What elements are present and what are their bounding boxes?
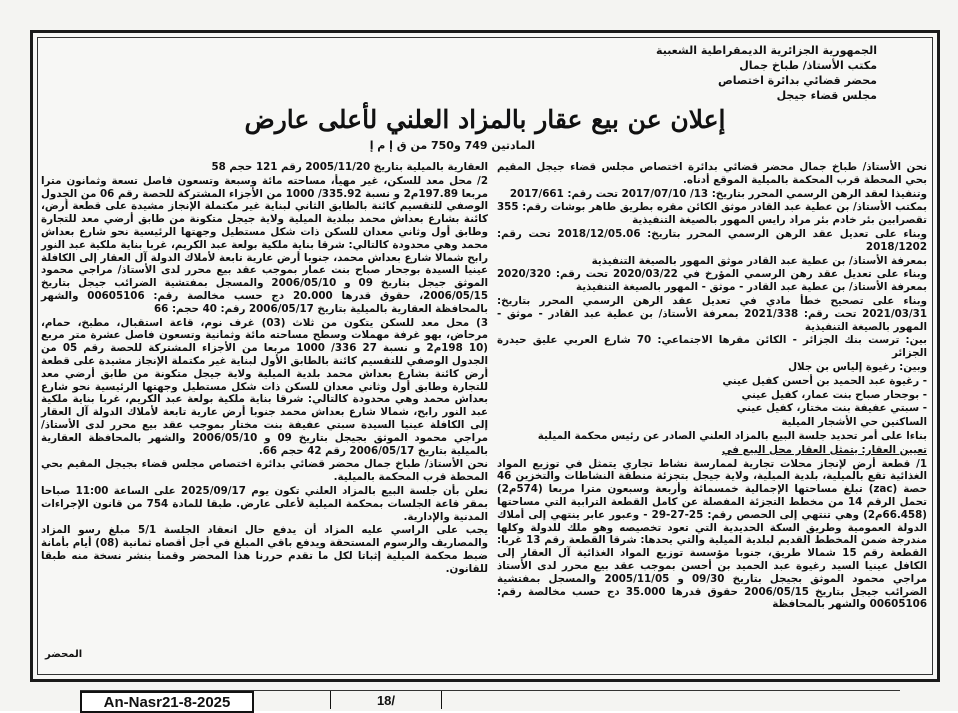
legal-articles: المادتين 749 و750 من ق إ م إ [369, 139, 535, 152]
paragraph: 2/ محل معد للسكن، غير مهيأ، مساحته مائة وسبعة وتسعون فاصل تسعة وثمانون مترا مربعا 197.89م2 و نسبة 335.92/ 1000 من الأجزاء المشتركة للحصة رقم 06 من الجدول الوصفي للتقسيم كائنة بالطابق الثاني لبناية غير مكتملة الإنجاز مشيدة على قطعة أرض، كائنة بشارع بعداش محمد ببلدية الميلية ولاية جيجل متكونة من طابق أرضي معد للتجارة وطابق أول وثاني معدان للسكن ذات شكل مستطيل وجهتها الرئيسية نحو شارع بعداش محمد وهي محدودة كالتالي: شرقا بناية ملكية بولعة عبد الكريم، غربا بناية ملكية عبد النور رابح شمالا شارع بعداش محمد، جنوبا أرض عارية تابعة لأملاك الدولة آل العقار إلى الكافلة عينيا السيدة بوجحار صباح بنت عمار بموجب عقد بيع محرر لدى الأستاذ/ مراجي محمود الموثق جيجل بتاريخ 09 و 2006/05/10 والمسجل بمفتشية الضرائب جيجل بتاريخ 2006/05/15، حقوق قدرها 20.000 دج حسب مخالصة رقم: 00605106 والشهر بالمحافظة العقارية بالميلية بتاريخ 2006/05/17 رقم: 40 حجم: 66 [41, 174, 489, 315]
page-number: 18/ [330, 691, 442, 709]
paragraph: بناءا على أمر تحديد جلسة البيع بالمزاد العلني الصادر عن رئيس محكمة الميلية [537, 429, 927, 442]
header-republic: الجمهورية الجزائرية الديمقراطية الشعبية [656, 44, 877, 57]
paragraph: نحن الأستاذ/ طباخ جمال محضر قضائي بدائرة اختصاص مجلس قضاء جيجل المقيم بحي المحطة قرب المحكمة بالميلية الموقع أدناه. [497, 161, 927, 186]
announcement-frame [30, 30, 940, 682]
paragraph: الساكنين حي الأشجار الميلية [781, 416, 927, 429]
paragraph: وبناء على تصحيح خطأ مادي في تعديل عقد الرهن الرسمي المحرر بتاريخ: 2021/03/31 تحت رقم: 2021/338 بمعرفة الأستاذ/ بن عطية عبد القادر - موثق - المهور بالصيغة التنفيذية [497, 294, 927, 333]
header-office: مكتب الأستاذ/ طباخ جمال [739, 59, 877, 72]
announcement-title: إعلان عن بيع عقار بالمزاد العلني لأعلى عارض [244, 105, 726, 134]
paragraph: بمكتب الأستاذ/ بن عطية عبد القادر موثق الكائن مقره بطريق طاهر بوشات رقم: 355 تقصرابين بئر خادم بئر مراد رايس المهور بالصيغة التنفيذية [497, 201, 927, 227]
paragraph: - رغيوة عبد الحميد بن أحسن كفيل عيني [722, 374, 927, 387]
paragraph: نحن الأستاذ/ طباخ جمال محضر قضائي بدائرة اختصاص مجلس قضاء بجيجل المقيم بحي المحطة قرب المحكمة بالميلية. [41, 458, 488, 484]
paragraph: بمعرفة الأستاذ/ بن عطية عبد القادر موثق المهور بالصيغة التنفيذية [591, 254, 927, 267]
publication-date: An-Nasr21-8-2025 [80, 691, 254, 713]
header-court: مجلس قضاء جيجل [776, 89, 877, 102]
paragraph: العقارية بالميلية بتاريخ 2005/11/20 رقم 121 حجم 58 [211, 161, 488, 173]
paragraph: بين: ترست بنك الجزائر - الكائن مقرها الاجتماعي: 70 شارع العربي عليق حيدرة الجزائر [497, 334, 927, 360]
signature: المحضر [45, 649, 83, 660]
paragraph: وتنفيذا لعقد الرهن الرسمي المحرر بتاريخ: 13/ 2017/07/10 تحت رقم: 2017/661 [509, 187, 927, 200]
paragraph: - سبتي عفيفة بنت مختار، كفيل عيني [736, 402, 927, 415]
right-column [497, 161, 927, 612]
left-column [41, 161, 488, 577]
paragraph: نعلن بأن جلسة البيع بالمزاد العلني تكون يوم 2025/09/17 على الساعة 11:00 صباحا بمقر قاعة الجلسات بمحكمة الميلية لأعلى عارض. طبقا للمادة 754 من قانون الإجراءات المدنية والإدارية. [41, 484, 488, 523]
paragraph: 1/ قطعة أرض لإنجاز محلات تجارية لممارسة نشاط تجاري يتمثل في توزيع المواد الغذائية تقع بالميلية، بلدية الميلية، ولاية جيجل بتجزئة منطقة النشاطات والتخزين 46 حصة (zac) تبلغ مساحتها الإجمالية خمسمائة وأربعة وسبعون مترا مربعا (574م2) تحمل الرقم 14 من مخطط التجزئة المفصلة عن كامل القطعة الترابية التي مساحتها (66.458م2) وهي تنتهي إلى الحصص رقم: 25-27-29 - وعبور عابر ينتهي إلى أملاك الدولة العمومية وطريق السكة الحديدية التي تعود تخصيصه وهو ملك للدولة وكلها مندرجة ضمن المخطط القديم لبلدية الميلية والتي يحدها: شرقا القطعة رقم 13 غربا: القطعة رقم 15 شمالا طريق، جنوبا مؤسسة توزيع المواد الغذائية آل العقار إلى الكافل عينيا السيد رغيوة عبد الحميد بن أحسن بموجب عقد بيع محرر لدى الأستاذ مراجي محمود الموثق بجيجل بتاريخ 09/30 و 2005/11/05 والمسجل بمفتشية الضرائب جيجل بتاريخ 2006/05/15 حقوق قدرها 35.000 دج حسب مخالصة رقم: 00605106 والشهر بالمحافظة [497, 457, 927, 611]
page-footer [80, 690, 900, 713]
paragraph: يجب على الراسي عليه المزاد أن يدفع حال انعقاد الجلسة 5/1 مبلغ رسو المزاد والمصاريف والرسوم المستحقة ويدفع باقي المبلغ في أجل أقصاه ثمانية (08) أيام بأمانة ضبط محكمة الميلية إثباتا لكل ما تقدم حررنا هذا المحضر وقمنا بنشر نسخة منه طبقا للقانون. [41, 524, 488, 575]
paragraph: تعيين العقار: يتمثل العقار محل البيع في [721, 443, 927, 456]
header-bailiff: محضر قضائي بدائرة اختصاص [717, 74, 877, 87]
letterhead [656, 43, 877, 103]
paragraph: 3) محل معد للسكن يتكون من ثلاث (03) غرف نوم، قاعة استقبال، مطبخ، حمام، مرحاض، بهو غرفة مهملات وسطح مساحته مائة وثمانية وتسعون فاصل عشرة متر مربع (10 198م2 و نسبة 27 336/ 1000 مربعا من الأجزاء المشتركة للحصة رقم 05 من الجدول الوصفي للتقسيم كائنة بالطابق الأول لبناية غير مكتملة الإنجاز مشيدة على قطعة أرض كائنة بشارع بعداش محمد بلدية الميلية ولاية جيجل متكونة من طابق أرضي معد للتجارة وطابق أول وثاني معدان للسكن ذات شكل مستطيل وجهتها الرئيسية نحو شارع بعداش محمد وهي محدودة كالتالي: شرقا بناية ملكية بولعة عبد الكريم، غربا بناية ملكية عبد النور رابح، شمالا شارع بعداش محمد جنوبا أرض عارية تابعة لأملاك الدولة آل العقار إلى الكافلة عينيا السيدة سبتي عفيفة بنت مختار بموجب عقد بيع محرر لدى الأستاذ/ مراجي محمود الموثق بجيجل بتاريخ 09 و 2006/05/10 والشهر بالمحافظة العقارية بالميلية بتاريخ 2006/05/17 رقم 42 حجم 66. [41, 316, 488, 457]
paragraph: - بوجحار صباح بنت عمار، كفيل عيني [741, 388, 927, 401]
paragraph: وبين: رغيوة إلياس بن جلال [788, 360, 927, 373]
paragraph: وبناء على تعديل عقد رهن الرسمي المؤرخ في 2020/03/22 تحت رقم: 2020/320 بمعرفة الأستاذ/ بن عطية عبد القادر - موثق - المهور بالصيغة التنفيذية [497, 268, 928, 294]
paragraph: وبناء على تعديل عقد الرهن الرسمي المحرر بتاريخ: 2018/12/05.06 تحت رقم: 2018/1202 [497, 227, 927, 253]
